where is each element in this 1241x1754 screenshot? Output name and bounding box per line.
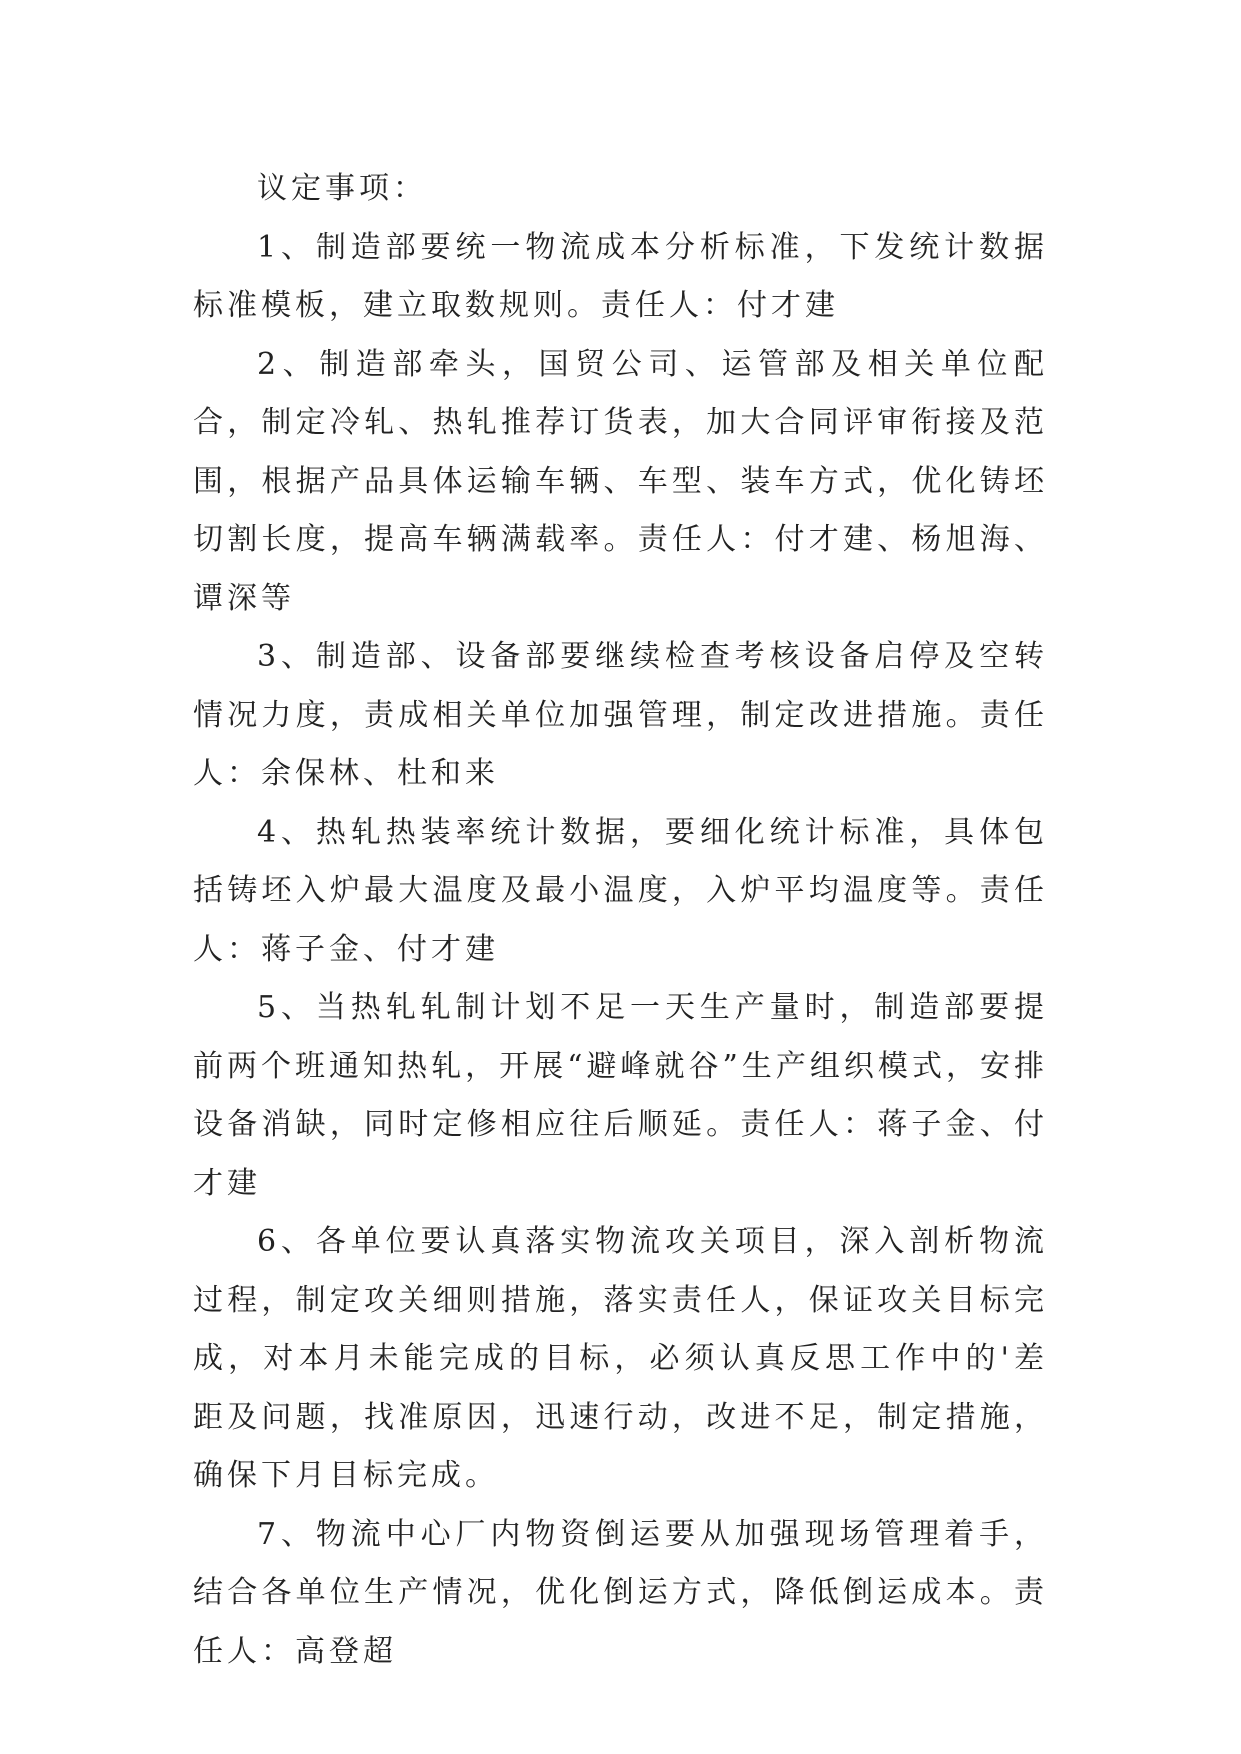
document-body	[193, 160, 1048, 1681]
agenda-item-1: 1、制造部要统一物流成本分析标准，下发统计数据标准模板，建立取数规则。责任人：付才建	[193, 229, 1048, 323]
agenda-item-7: 7、物流中心厂内物资倒运要从加强现场管理着手，结合各单位生产情况，优化倒运方式，降低倒运成本。责任人：高登超	[193, 1516, 1048, 1669]
agenda-item-5: 5、当热轧轧制计划不足一天生产量时，制造部要提前两个班通知热轧，开展“避峰就谷”生产组织模式，安排设备消缺，同时定修相应往后顺延。责任人：蒋子金、付才建	[193, 990, 1048, 1201]
agenda-item-4: 4、热轧热装率统计数据，要细化统计标准，具体包括铸坯入炉最大温度及最小温度，入炉平均温度等。责任人：蒋子金、付才建	[193, 814, 1048, 967]
agenda-item-3: 3、制造部、设备部要继续检查考核设备启停及空转情况力度，责成相关单位加强管理，制定改进措施。责任人：余保林、杜和来	[193, 639, 1048, 791]
agenda-item-6: 6、各单位要认真落实物流攻关项目，深入剖析物流过程，制定攻关细则措施，落实责任人，保证攻关目标完成，对本月未能完成的目标，必须认真反思工作中的'差距及问题，找准原因，迅速行动，改进不足，制定措施，确保下月目标完成。	[193, 1224, 1048, 1493]
agenda-item-2: 2、制造部牵头，国贸公司、运管部及相关单位配合，制定冷轧、热轧推荐订货表，加大合同评审衔接及范围，根据产品具体运输车辆、车型、装车方式，优化铸坯切割长度，提高车辆满载率。责任人：付才建、杨旭海、谭深等	[193, 346, 1048, 616]
section-heading: 议定事项：	[257, 171, 427, 206]
